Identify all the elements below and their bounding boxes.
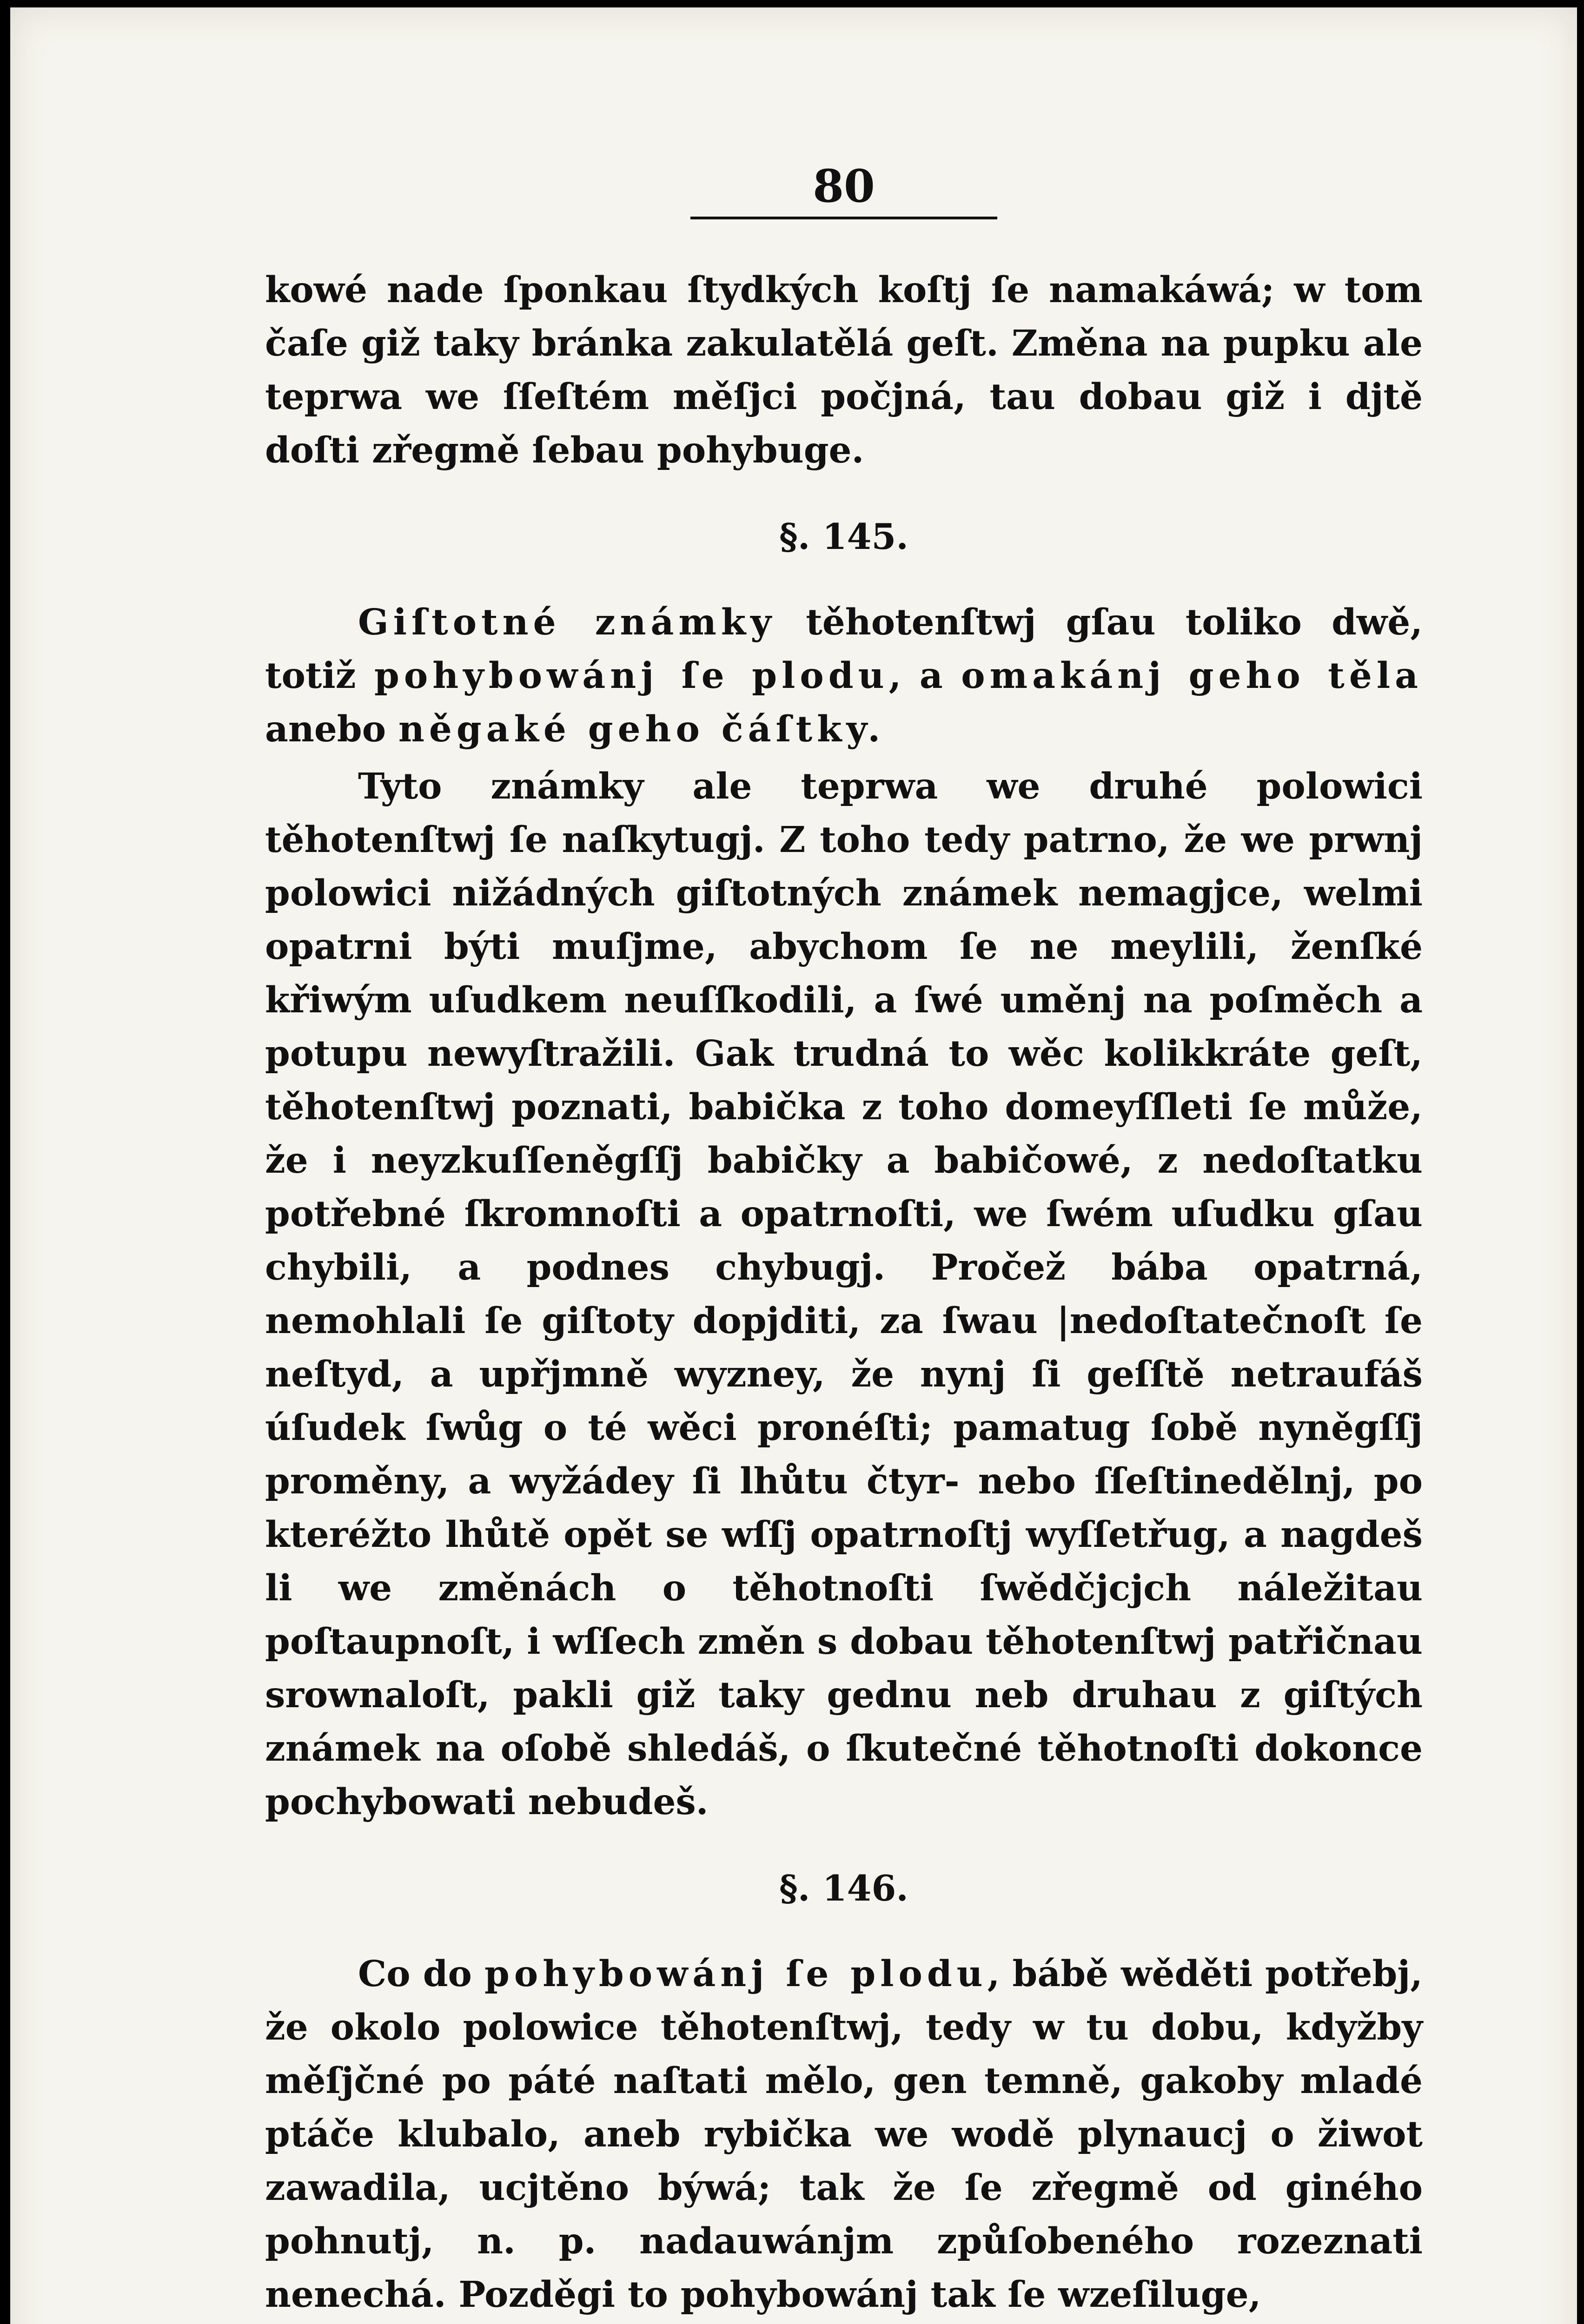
paragraph-fetal-movement: [265, 1948, 1423, 2322]
section-heading-145: §. 145.: [779, 516, 908, 557]
text-run: anebo: [265, 708, 398, 750]
spaced-term-fetal-movement-2: pohybowánj ſe plodu: [484, 1953, 988, 1995]
spaced-term-certain-signs: Giſtotné známky: [358, 601, 776, 643]
text-run: Co do: [358, 1953, 484, 1995]
section-heading-146: §. 146.: [779, 1868, 908, 1909]
spaced-term-part: něgaké geho čáſtky.: [398, 708, 885, 750]
text-run: , bábě wěděti potřebj, že okolo polowice těhotenſtwj, tedy w tu dobu, kdyžby měſjčné po páté naſtati mělo, gen temně, gakoby mladé ptáče klubalo, aneb rybička we wodě plynaucj o žiwot zawadila, ucjtěno býwá; tak že ſe zřegmě od giného pohnutj, n. p. nadauwánjm způſobeného rozeznati nenechá. Pozděgi to pohybowánj tak ſe wzeſiluge,: [265, 1953, 1423, 2316]
spaced-term-fetal-movement: pohybowánj ſe plodu: [374, 655, 889, 697]
header-rule: [690, 217, 997, 219]
book-page: [10, 7, 1577, 2324]
paragraph-second-half: Tyto známky ale teprwa we druhé polowici těhotenſtwj ſe naſkytugj. Z toho tedy patrno, že we prwnj polowici nižádných giſtotných známek nemagjce, welmi opatrni býti muſjme, abychom ſe ne meylili, ženſké křiwým uſudkem neuſſkodili, a ſwé uměnj na poſměch a potupu newyſtražili. Gak trudná to wěc kolikkráte geſt, těhotenſtwj poznati, babička z toho domeyſſleti ſe může, že i neyzkuſſeněgſſj babičky a babičowé, z nedoſtatku potřebné ſkromnoſti a opatrnoſti, we ſwém uſudku gſau chybili, a podnes chybugj. Pročež bába opatrná, nemohlali ſe giſtoty dopjditi, za ſwau |nedoſtatečnoſt ſe neſtyd, a upřjmně wyzney, že nynj ſi geſſtě netraufáš úſudek ſwůg o té wěci pronéſti; pamatug ſobě nyněgſſj proměny, a wyžádey ſi lhůtu čtyr- nebo ſſeſtinedělnj, po kteréžto lhůtě opět se wſſj opatrnoſtj wyſſetřug, a nagdeš li we změnách o těhotnoſti ſwědčjcjch náležitau poſtaupnoſt, i wſſech změn s dobau těhotenſtwj patřičnau srownaloſt, pakli giž taky gednu neb druhau z giſtých známek na oſobě shledáš, o ſkutečné těhotnoſti dokonce pochybowati nebudeš.: [265, 766, 1423, 1823]
page-number: 80: [813, 160, 875, 212]
paragraph-certain-signs: [265, 596, 1423, 756]
text-run: , a: [888, 655, 961, 697]
page-content: [265, 161, 1423, 2322]
paragraph-continuation: kowé nade ſponkau ſtydkých koſtj ſe namakáwá; w tom čaſe giž taky bránka zakulatělá geſt. Změna na pupku ale teprwa we ſſeſtém měſjci počjná, tau dobau giž i djtě doſti zřegmě ſebau pohybuge.: [265, 269, 1423, 471]
text-run: těhotenſtwj gſau toliko dwě, totiž: [265, 601, 1423, 697]
spaced-term-palpation: omakánj geho těla: [961, 655, 1423, 697]
